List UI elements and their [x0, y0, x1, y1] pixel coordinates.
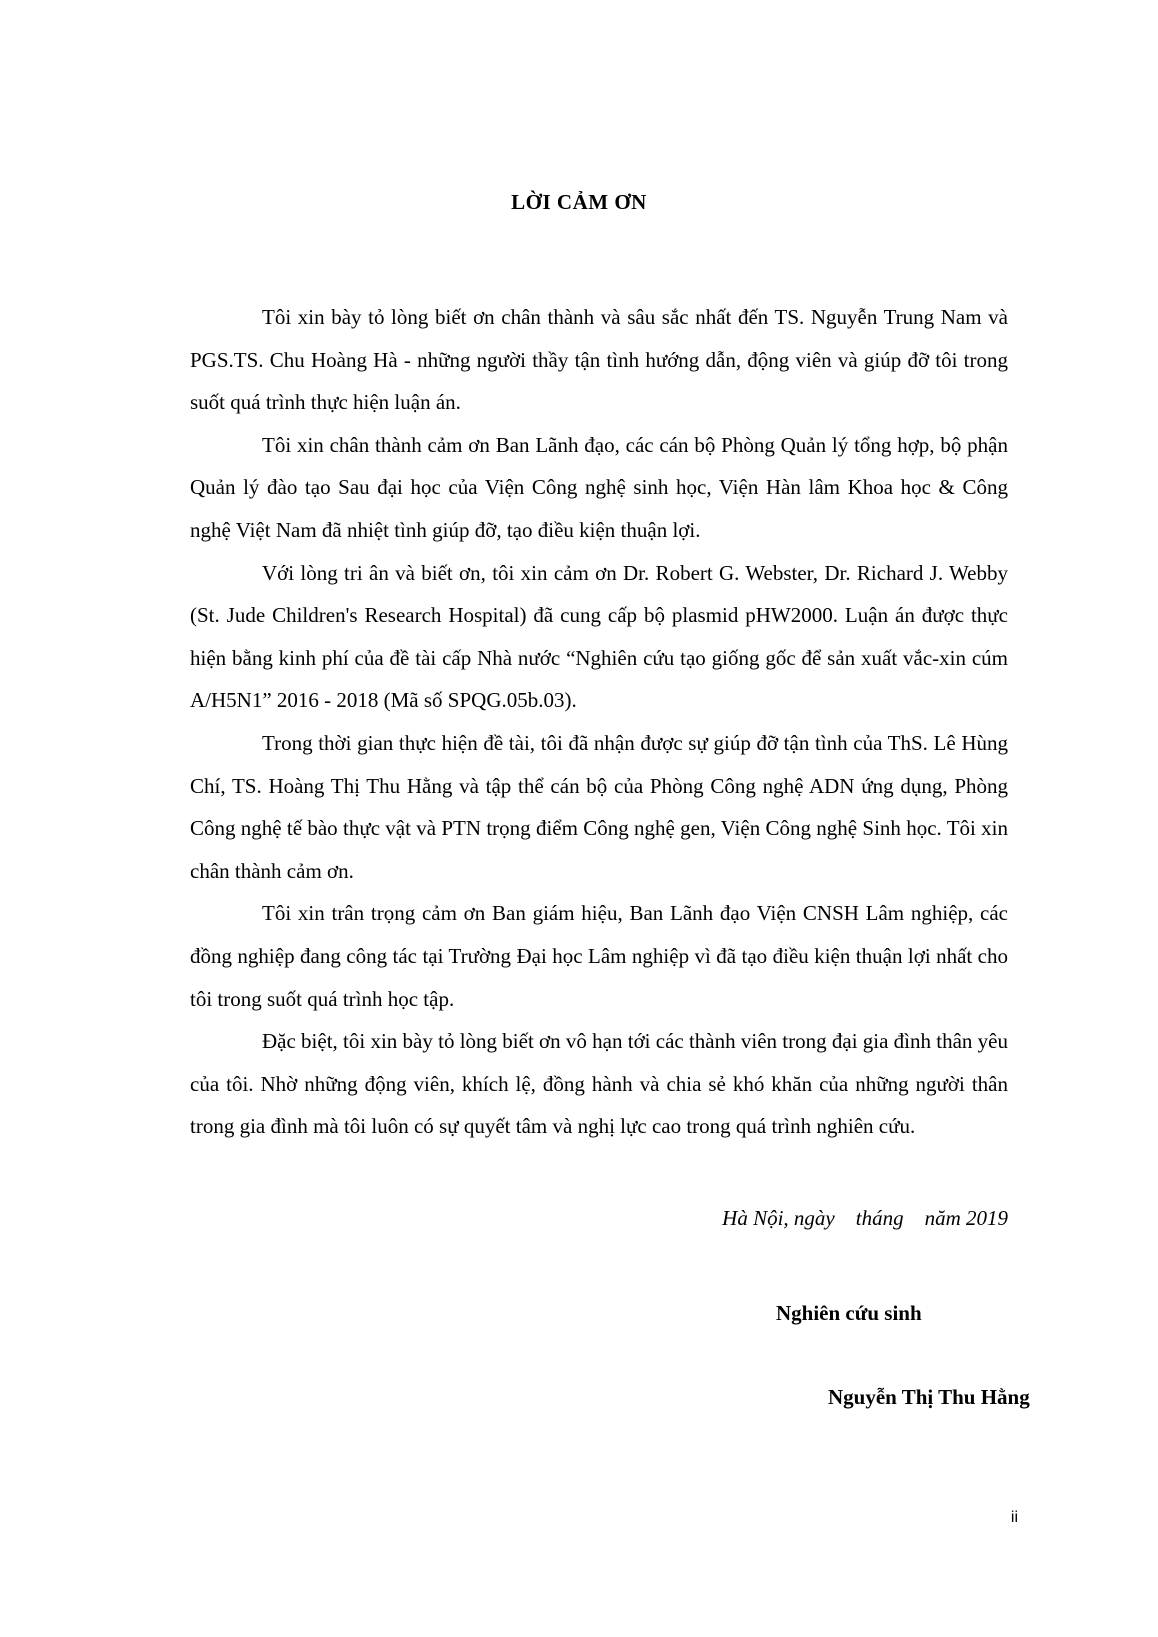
paragraph: Trong thời gian thực hiện đề tài, tôi đã nhận được sự giúp đỡ tận tình của ThS. Lê Hùng Chí, TS. Hoàng Thị Thu Hằng và tập thể cán bộ của Phòng Công nghệ ADN ứng dụng, Phòng Công nghệ tế bào thực vật và PTN trọng điểm Công nghệ gen, Viện Công nghệ Sinh học. Tôi xin chân thành cảm ơn.: [190, 730, 1008, 883]
page-title: LỜI CẢM ƠN: [511, 190, 647, 214]
paragraph: Tôi xin trân trọng cảm ơn Ban giám hiệu, Ban Lãnh đạo Viện CNSH Lâm nghiệp, các đồng nghiệp đang công tác tại Trường Đại học Lâm nghiệp vì đã tạo điều kiện thuận lợi nhất cho tôi trong suốt quá trình học tập.: [190, 901, 1008, 1011]
page-number: ii: [1010, 1509, 1018, 1526]
paragraph: Đặc biệt, tôi xin bày tỏ lòng biết ơn vô hạn tới các thành viên trong đại gia đình thân yêu của tôi. Nhờ những động viên, khích lệ, đồng hành và chia sẻ khó khăn của những người thân trong gia đình mà tôi luôn có sự quyết tâm và nghị lực cao trong quá trình nghiên cứu.: [190, 1029, 1008, 1139]
paragraph: Với lòng tri ân và biết ơn, tôi xin cảm ơn Dr. Robert G. Webster, Dr. Richard J. Webby (St. Jude Children's Research Hospital) đã cung cấp bộ plasmid pHW2000. Luận án được thực hiện bằng kinh phí của đề tài cấp Nhà nước “Nghiên cứu tạo giống gốc để sản xuất vắc-xin cúm A/H5N1” 2016 - 2018 (Mã số SPQG.05b.03).: [190, 560, 1008, 713]
signature-date: [722, 1206, 1008, 1231]
signature-date-text: Hà Nội, ngày tháng năm 2019: [722, 1206, 1008, 1230]
acknowledgement-body: [190, 296, 1008, 1148]
document-page: LỜI CẢM ƠN Tôi xin bày tỏ lòng biết ơn chân thành và sâu sắc nhất đến TS. Nguyễn Trung Nam và PGS.TS. Chu Hoàng Hà - những người thầy tận tình hướng dẫn, động viên và giúp đỡ tôi trong suốt quá trình thực hiện luận án. Tôi xin chân thành cảm ơn Ban Lãnh đạo, các cán bộ Phòng Quản lý tổng hợp, bộ phận Quản lý đào tạo Sau đại học của Viện Công nghệ sinh học, Viện Hàn lâm Khoa học & Công nghệ Việt Nam đã nhiệt tình giúp đỡ, tạo điều kiện thuận lợi. Với lòng tri ân và biết ơn, tôi xin cảm ơn Dr. Robert G. Webster, Dr. Richard J. Webby (St. Jude Children's Research Hospital) đã cung cấp bộ plasmid pHW2000. Luận án được thực hiện bằng kinh phí của đề tài cấp Nhà nước “Nghiên cứu tạo giống gốc để sản xuất vắc-xin cúm A/H5N1” 2016 - 2018 (Mã số SPQG.05b.03). Trong thời gian thực hiện đề tài, tôi đã nhận được sự giúp đỡ tận tình của ThS. Lê Hùng Chí, TS. Hoàng Thị Thu Hằng và tập thể cán bộ của Phòng Công nghệ ADN ứng dụng, Phòng Công nghệ tế bào thực vật và PTN trọng điểm Công nghệ gen, Viện Công nghệ Sinh học. Tôi xin chân thành cảm ơn. Tôi xin trân trọng cảm ơn Ban giám hiệu, Ban Lãnh đạo Viện CNSH Lâm nghiệp, các đồng nghiệp đang công tác tại Trường Đại học Lâm nghiệp vì đã tạo điều kiện thuận lợi nhất cho tôi trong suốt quá trình học tập. Đặc biệt, tôi xin bày tỏ lòng biết ơn vô hạn tới các thành viên trong đại gia đình thân yêu của tôi. Nhờ những động viên, khích lệ, đồng hành và chia sẻ khó khăn của những người thân trong gia đình mà tôi luôn có sự quyết tâm và nghị lực cao trong quá trình nghiên cứu. Hà Nội, ngày tháng năm 2019 Nghiên cứu sinh Nguyễn Thị Thu Hằng ii: [0, 0, 1158, 1637]
paragraph: Tôi xin bày tỏ lòng biết ơn chân thành và sâu sắc nhất đến TS. Nguyễn Trung Nam và PGS.TS. Chu Hoàng Hà - những người thầy tận tình hướng dẫn, động viên và giúp đỡ tôi trong suốt quá trình thực hiện luận án.: [190, 305, 1008, 415]
paragraph: Tôi xin chân thành cảm ơn Ban Lãnh đạo, các cán bộ Phòng Quản lý tổng hợp, bộ phận Quản lý đào tạo Sau đại học của Viện Công nghệ sinh học, Viện Hàn lâm Khoa học & Công nghệ Việt Nam đã nhiệt tình giúp đỡ, tạo điều kiện thuận lợi.: [190, 432, 1008, 542]
